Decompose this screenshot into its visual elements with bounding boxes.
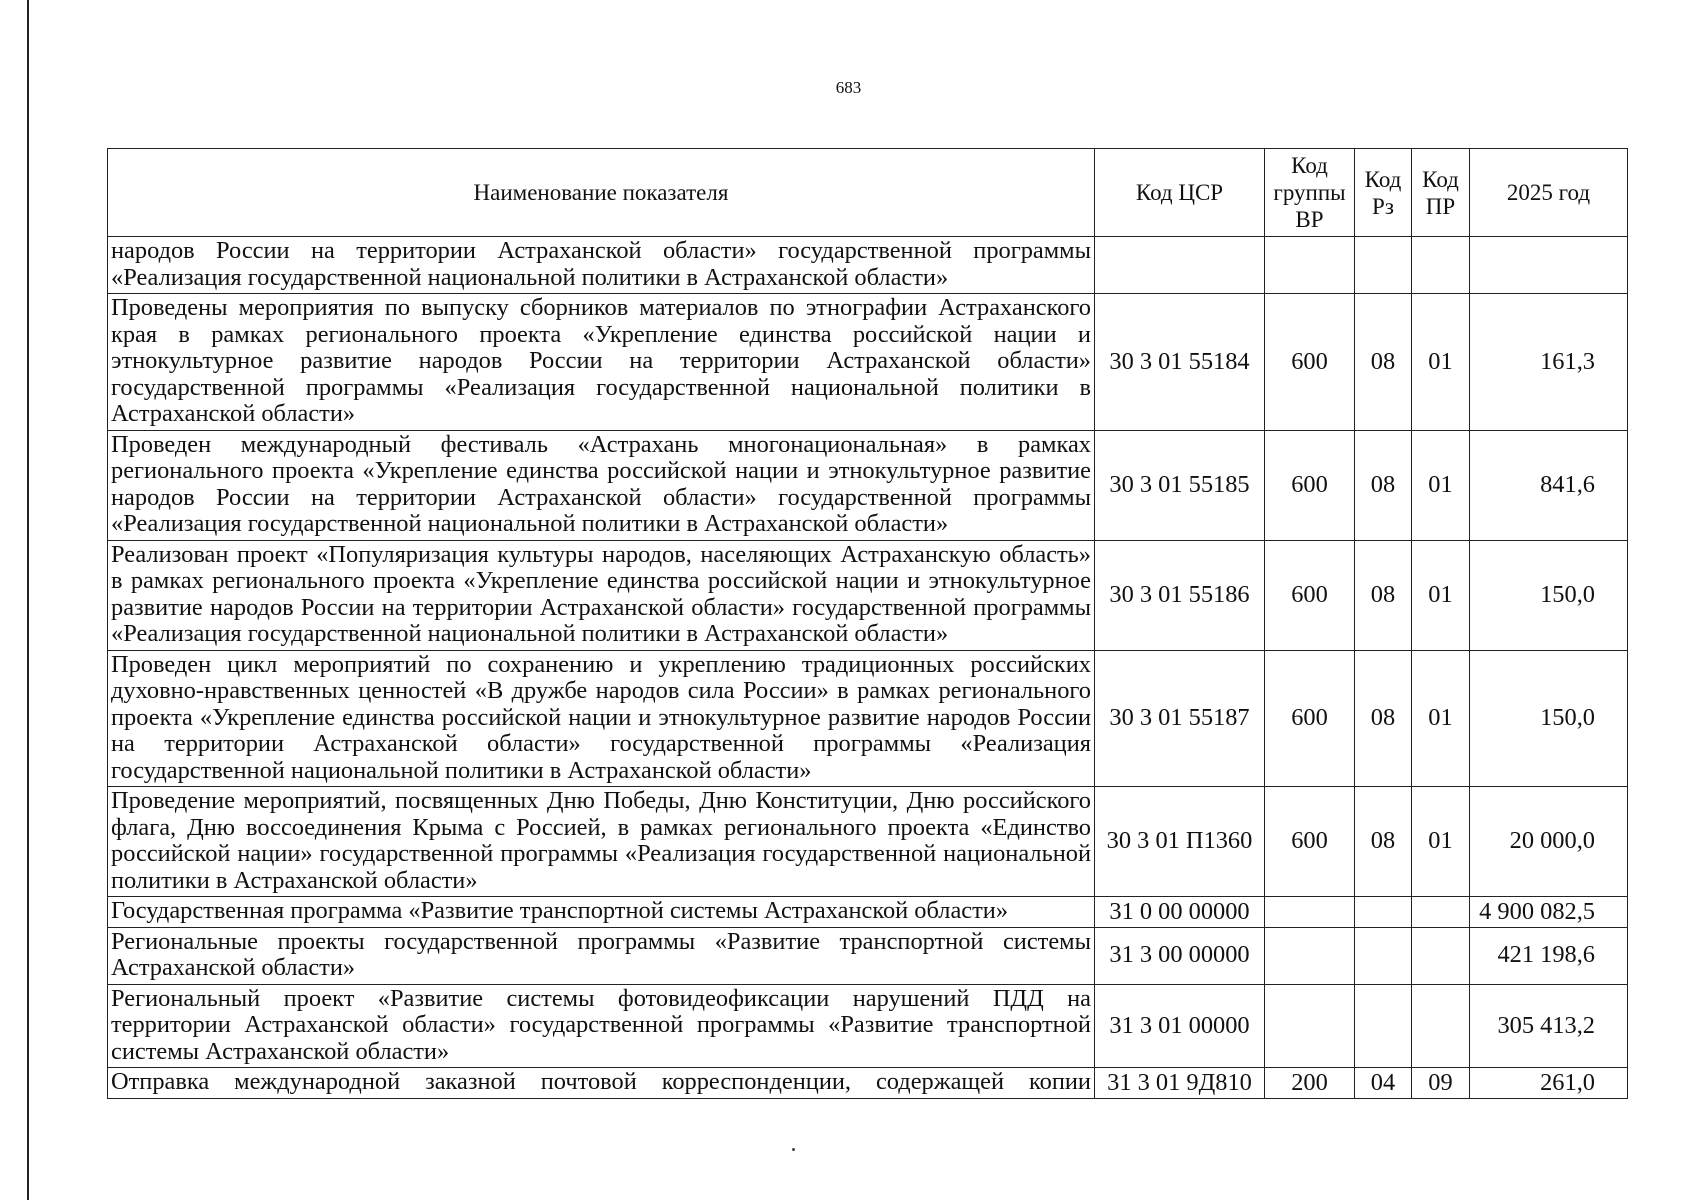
row-sum: 150,0 [1470,540,1628,650]
table-row [108,540,1628,650]
row-pr: 01 [1412,787,1470,897]
row-rz: 08 [1355,650,1412,787]
row-sum: 20 000,0 [1470,787,1628,897]
row-pr: 01 [1412,294,1470,431]
row-vr: 600 [1265,540,1355,650]
row-csr: 30 3 01 55185 [1095,430,1265,540]
header-csr: Код ЦСР [1095,149,1265,237]
row-csr: 31 3 00 00000 [1095,927,1265,984]
row-sum: 305 413,2 [1470,984,1628,1068]
row-csr: 31 0 00 00000 [1095,897,1265,928]
row-name: Региональные проекты государственной программы «Развитие транспортной системы Астраханской области» [108,927,1095,984]
table-row [108,430,1628,540]
table-row [108,237,1628,294]
row-vr: 200 [1265,1068,1355,1099]
row-csr: 31 3 01 00000 [1095,984,1265,1068]
row-rz [1355,237,1412,294]
row-rz: 08 [1355,787,1412,897]
table-row [108,650,1628,787]
row-vr: 600 [1265,430,1355,540]
header-rz: Код Рз [1355,149,1412,237]
row-vr: 600 [1265,650,1355,787]
row-pr [1412,984,1470,1068]
row-csr: 30 3 01 55186 [1095,540,1265,650]
row-vr [1265,237,1355,294]
row-sum: 841,6 [1470,430,1628,540]
row-name: Государственная программа «Развитие транспортной системы Астраханской области» [108,897,1095,928]
row-pr: 09 [1412,1068,1470,1099]
row-sum: 421 198,6 [1470,927,1628,984]
row-rz: 08 [1355,294,1412,431]
row-rz: 08 [1355,540,1412,650]
row-name: Проведены мероприятия по выпуску сборников материалов по этнографии Астраханского края в рамках регионального проекта «Укрепление единства российской нации и этнокультурное развитие народов России на территории Астраханской области» государственной программы «Реализация государственной национальной политики в Астраханской области» [108,294,1095,431]
row-rz [1355,984,1412,1068]
row-vr [1265,897,1355,928]
row-sum [1470,237,1628,294]
row-name: народов России на территории Астраханской области» государственной программы «Реализация государственной национальной политики в Астраханской области» [108,237,1095,294]
page-number: 683 [835,78,862,97]
row-pr [1412,927,1470,984]
row-vr [1265,984,1355,1068]
scan-speck [792,1148,795,1151]
row-name: Отправка международной заказной почтовой корреспонденции, содержащей копии [108,1068,1095,1099]
row-csr: 30 3 01 55187 [1095,650,1265,787]
row-sum: 261,0 [1470,1068,1628,1099]
row-sum: 4 900 082,5 [1470,897,1628,928]
row-csr: 30 3 01 55184 [1095,294,1265,431]
table-row [108,927,1628,984]
header-pr: Код ПР [1412,149,1470,237]
row-csr: 30 3 01 П1360 [1095,787,1265,897]
header-name: Наименование показателя [108,149,1095,237]
row-pr: 01 [1412,540,1470,650]
table-row [108,294,1628,431]
row-vr: 600 [1265,294,1355,431]
header-vr: Код группы ВР [1265,149,1355,237]
row-pr [1412,897,1470,928]
table-row [108,984,1628,1068]
row-vr [1265,927,1355,984]
row-rz: 08 [1355,430,1412,540]
row-pr [1412,237,1470,294]
row-pr: 01 [1412,650,1470,787]
left-margin-line [27,0,29,1200]
budget-table [107,148,1628,1099]
row-name: Реализован проект «Популяризация культуры народов, населяющих Астраханскую область» в рамках регионального проекта «Укрепление единства российской нации и этнокультурное развитие народов России на территории Астраханской области» государственной программы «Реализация государственной национальной политики в Астраханской области» [108,540,1095,650]
row-name: Проведен международный фестиваль «Астрахань многонациональная» в рамках регионального проекта «Укрепление единства российской нации и этнокультурное развитие народов России на территории Астраханской области» государственной программы «Реализация государственной национальной политики в Астраханской области» [108,430,1095,540]
row-rz [1355,927,1412,984]
row-csr [1095,237,1265,294]
row-name: Региональный проект «Развитие системы фотовидеофиксации нарушений ПДД на территории Астраханской области» государственной программы «Развитие транспортной системы Астраханской области» [108,984,1095,1068]
row-pr: 01 [1412,430,1470,540]
row-sum: 150,0 [1470,650,1628,787]
table-row [108,897,1628,928]
table-row [108,1068,1628,1099]
table-row [108,787,1628,897]
row-sum: 161,3 [1470,294,1628,431]
header-year: 2025 год [1470,149,1628,237]
row-name: Проведен цикл мероприятий по сохранению и укреплению традиционных российских духовно-нравственных ценностей «В дружбе народов сила России» в рамках регионального проекта «Укрепление единства российской нации и этнокультурное развитие народов России на территории Астраханской области» государственной программы «Реализация государственной национальной политики в Астраханской области» [108,650,1095,787]
table-header-row [108,149,1628,237]
row-rz: 04 [1355,1068,1412,1099]
row-rz [1355,897,1412,928]
row-vr: 600 [1265,787,1355,897]
row-name: Проведение мероприятий, посвященных Дню Победы, Дню Конституции, Дню российского флага, Дню воссоединения Крыма с Россией, в рамках регионального проекта «Единство российской нации» государственной программы «Реализация государственной национальной политики в Астраханской области» [108,787,1095,897]
row-csr: 31 3 01 9Д810 [1095,1068,1265,1099]
